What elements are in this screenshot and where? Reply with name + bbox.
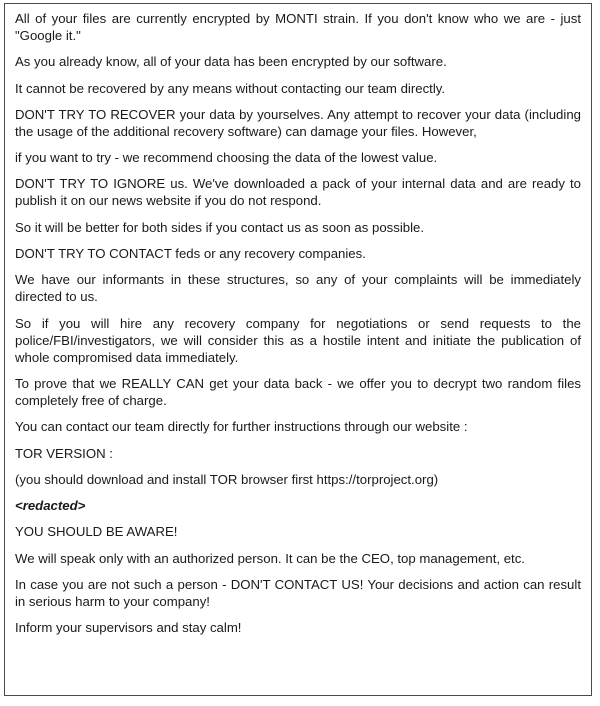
ransom-note-frame (4, 3, 592, 696)
note-paragraph-encrypted: As you already know, all of your data has been encrypted by our software. (15, 54, 447, 70)
note-paragraph-hostile-intent: So if you will hire any recovery company for negotiations or send requests to the police/FBI/investigators, we will consider this as a hostile intent and initiate the publication of whole compromised data immediately. (15, 315, 581, 365)
note-paragraph-informants: We have our informants in these structures, so any of your complaints will be immediately directed to us. (15, 272, 581, 305)
note-paragraph-contact-website: You can contact our team directly for further instructions through our website : (15, 419, 468, 435)
note-paragraph-dont-recover: DON'T TRY TO RECOVER your data by yourselves. Any attempt to recover your data (including the usage of the additional recovery software) can damage your files. However, (15, 106, 581, 139)
note-paragraph-not-such-person: In case you are not such a person - DON'T CONTACT US! Your decisions and action can result in serious harm to your company! (15, 577, 581, 610)
note-paragraph-dont-ignore: DON'T TRY TO IGNORE us. We've downloaded a pack of your internal data and are ready to publish it on our news website if you do not respond. (15, 176, 581, 209)
note-paragraph-tor-install: (you should download and install TOR browser first https://torproject.org) (15, 471, 439, 487)
note-paragraph-redacted-link: <redacted> (15, 498, 86, 514)
note-paragraph-be-aware: YOU SHOULD BE AWARE! (15, 524, 178, 540)
note-paragraph-dont-contact-feds: DON'T TRY TO CONTACT feds or any recovery companies. (15, 246, 366, 262)
note-paragraph-cannot-recover: It cannot be recovered by any means without contacting our team directly. (15, 80, 446, 96)
ransom-note-body (15, 10, 581, 646)
note-paragraph-intro: All of your files are currently encrypted by MONTI strain. If you don't know who we are - just "Google it." (15, 11, 581, 43)
note-paragraph-proof-decrypt: To prove that we REALLY CAN get your data back - we offer you to decrypt two random files completely free of charge. (15, 375, 581, 408)
note-paragraph-lowest-value: if you want to try - we recommend choosing the data of the lowest value. (15, 150, 438, 166)
note-paragraph-contact-soon: So it will be better for both sides if you contact us as soon as possible. (15, 219, 425, 235)
note-paragraph-authorized-person: We will speak only with an authorized person. It can be the CEO, top management, etc. (15, 550, 525, 566)
note-paragraph-inform-supervisors: Inform your supervisors and stay calm! (15, 620, 242, 636)
note-paragraph-tor-version: TOR VERSION : (15, 445, 113, 461)
